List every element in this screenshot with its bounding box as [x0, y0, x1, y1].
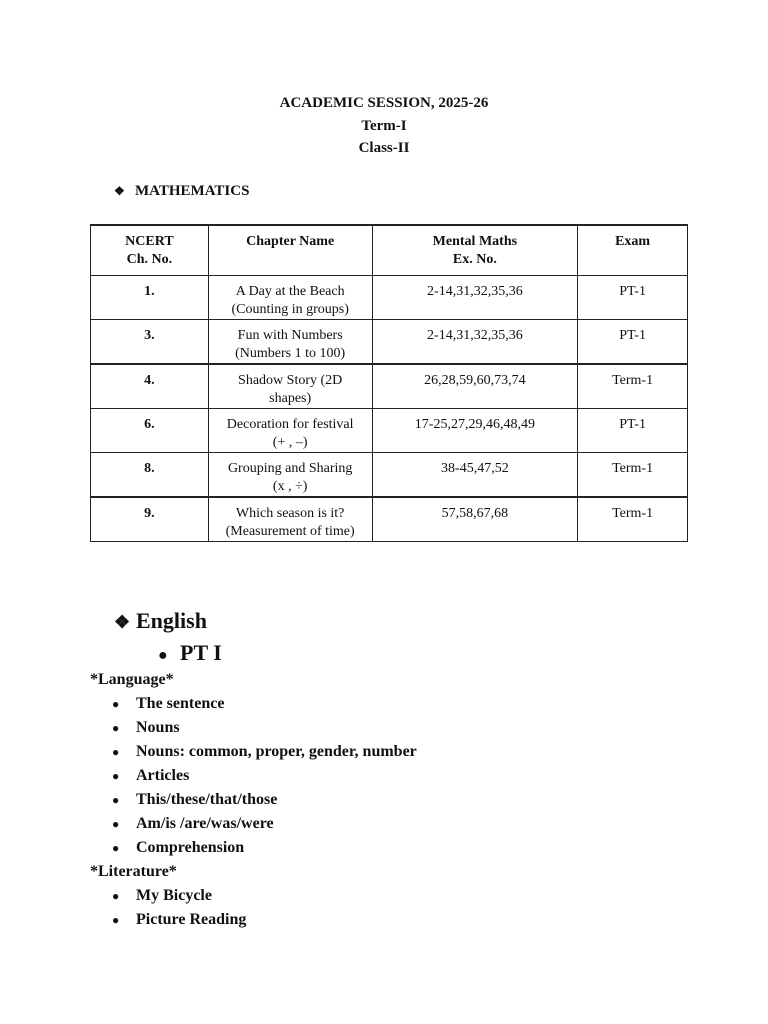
- cell-ch-no: 9.: [91, 497, 209, 542]
- list-item: ● My Bicycle: [112, 884, 417, 908]
- table-row: [91, 364, 688, 409]
- class-title: Class-II: [358, 140, 410, 156]
- cell-chapter-name: Shadow Story (2D shapes): [208, 364, 372, 409]
- column-header-chapter-name: Chapter Name: [208, 225, 372, 275]
- column-header-ch-no: NCERT Ch. No.: [91, 225, 209, 275]
- bullet-icon: ●: [112, 721, 120, 735]
- cell-exam: PT-1: [578, 408, 688, 452]
- cell-ch-no: 4.: [91, 364, 209, 409]
- bullet-icon: ●: [112, 841, 120, 855]
- bullet-icon: ●: [112, 745, 120, 759]
- bullet-icon: ●: [112, 889, 120, 903]
- mathematics-heading: [114, 181, 249, 201]
- cell-ch-no: 8.: [91, 452, 209, 497]
- cell-ch-no: 3.: [91, 319, 209, 364]
- diamond-bullet-icon: ❖: [114, 612, 131, 632]
- cell-exercise-no: 2-14,31,32,35,36: [372, 319, 578, 364]
- cell-exam: Term-1: [578, 497, 688, 542]
- table-row: [91, 497, 688, 542]
- list-item: ● Articles: [112, 764, 417, 788]
- pt-heading-label: PT I: [180, 640, 222, 665]
- english-topics: [90, 668, 417, 932]
- bullet-icon: ●: [158, 647, 168, 664]
- table-row: [91, 319, 688, 364]
- cell-chapter-name: A Day at the Beach (Counting in groups): [208, 275, 372, 319]
- cell-chapter-name: Fun with Numbers (Numbers 1 to 100): [208, 319, 372, 364]
- cell-exam: Term-1: [578, 364, 688, 409]
- english-heading-label: English: [136, 608, 207, 633]
- pt-heading: [158, 638, 222, 671]
- mathematics-syllabus-table: [90, 224, 688, 542]
- bullet-icon: ●: [112, 769, 120, 783]
- cell-chapter-name: Grouping and Sharing (x , ÷): [208, 452, 372, 497]
- cell-exercise-no: 57,58,67,68: [372, 497, 578, 542]
- cell-exercise-no: 17-25,27,29,46,48,49: [372, 408, 578, 452]
- list-item: ● This/these/that/those: [112, 788, 417, 812]
- term-title: Term-I: [361, 117, 407, 134]
- cell-chapter-name: Which season is it? (Measurement of time): [208, 497, 372, 542]
- cell-exam: Term-1: [578, 452, 688, 497]
- table-row: [91, 275, 688, 319]
- cell-exercise-no: 2-14,31,32,35,36: [372, 275, 578, 319]
- literature-list: [90, 884, 417, 932]
- list-item: ● The sentence: [112, 692, 417, 716]
- bullet-icon: ●: [112, 793, 120, 807]
- list-item: ● Nouns: [112, 716, 417, 740]
- cell-exam: PT-1: [578, 319, 688, 364]
- language-list: [90, 692, 417, 860]
- list-item: ● Comprehension: [112, 836, 417, 860]
- list-item: ● Nouns: common, proper, gender, number: [112, 740, 417, 764]
- session-title: ACADEMIC SESSION, 2025-26: [279, 95, 489, 111]
- list-item: ● Am/is /are/was/were: [112, 812, 417, 836]
- column-header-exam: Exam: [578, 225, 688, 275]
- bullet-icon: ●: [112, 913, 120, 927]
- diamond-bullet-icon: ❖: [114, 184, 125, 198]
- bullet-icon: ●: [112, 697, 120, 711]
- english-heading: [114, 606, 207, 637]
- cell-ch-no: 6.: [91, 408, 209, 452]
- cell-chapter-name: Decoration for festival (+ , –): [208, 408, 372, 452]
- cell-ch-no: 1.: [91, 275, 209, 319]
- cell-exercise-no: 38-45,47,52: [372, 452, 578, 497]
- table-row: [91, 452, 688, 497]
- cell-exercise-no: 26,28,59,60,73,74: [372, 364, 578, 409]
- table-header-row: [91, 225, 688, 275]
- language-label: *Language*: [90, 671, 174, 688]
- document-header: [0, 92, 768, 160]
- cell-exam: PT-1: [578, 275, 688, 319]
- bullet-icon: ●: [112, 817, 120, 831]
- literature-label: *Literature*: [90, 863, 177, 880]
- list-item: ● Picture Reading: [112, 908, 417, 932]
- mathematics-heading-label: MATHEMATICS: [135, 183, 250, 199]
- column-header-mental-maths: Mental Maths Ex. No.: [372, 225, 578, 275]
- table-row: [91, 408, 688, 452]
